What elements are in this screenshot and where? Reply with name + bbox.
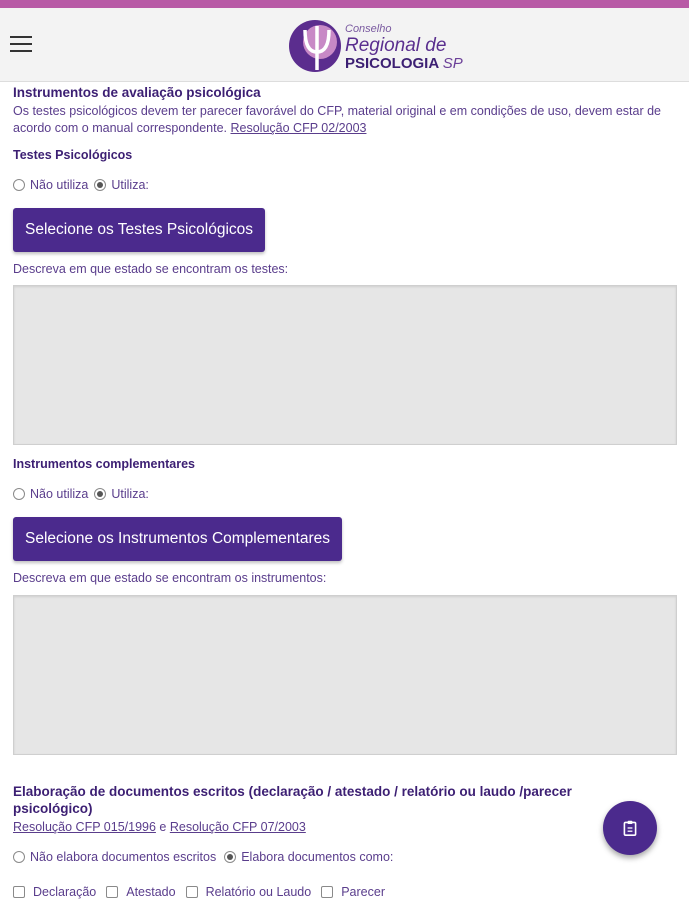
instruments-label: Instrumentos complementares [13,457,195,471]
instruments-radio-no[interactable] [13,488,25,500]
select-instruments-button[interactable]: Selecione os Instrumentos Complementares [13,517,342,561]
select-tests-button[interactable]: Selecione os Testes Psicológicos [13,208,265,252]
resolution-link[interactable]: Resolução CFP 02/2003 [230,121,367,135]
section-title: Instrumentos de avaliação psicológica [13,85,261,100]
documents-radio-group [13,850,393,864]
tests-radio-group [13,178,149,192]
checkbox-declaracao[interactable] [13,885,96,899]
documents-checkbox-group [13,885,395,899]
tests-radio-no-label: Não utiliza [30,178,89,192]
hamburger-menu-icon[interactable] [10,36,32,54]
clipboard-icon [622,820,638,836]
psi-logo-icon [287,18,343,74]
checkbox-relatorio[interactable] [186,885,312,899]
checkbox-relatorio-box[interactable] [186,886,198,898]
floating-action-button[interactable] [603,801,657,855]
crp-logo [287,14,467,78]
checkbox-atestado-box[interactable] [106,886,118,898]
instruments-radio-group [13,487,149,501]
instruments-textarea[interactable] [13,595,677,755]
checkbox-declaracao-label: Declaração [33,885,97,899]
documents-title: Elaboração de documentos escritos (declaração / atestado / relatório ou laudo /parecer psicológico) [13,784,572,816]
documents-radio-yes[interactable] [224,851,236,863]
app-header [0,8,689,82]
tests-radio-no[interactable] [13,179,25,191]
top-accent-bar [0,0,689,8]
checkbox-declaracao-box[interactable] [13,886,25,898]
section-description: Os testes psicológicos devem ter parecer favorável do CFP, material original e em condições de uso, devem estar de acordo com o manual correspondente. Resolução CFP 02/2003 [13,104,662,135]
tests-textarea-label: Descreva em que estado se encontram os testes: [13,262,289,276]
logo-line-1: Conselho [345,23,392,35]
instruments-radio-yes[interactable] [94,488,106,500]
tests-label: Testes Psicológicos [13,148,133,162]
checkbox-atestado-label: Atestado [126,885,176,899]
documents-links [13,819,306,836]
checkbox-parecer[interactable] [321,885,385,899]
tests-radio-yes[interactable] [94,179,106,191]
resolution-07-2003-link[interactable]: Resolução CFP 07/2003 [169,820,306,834]
logo-line-3: PSICOLOGIA SP [345,55,463,72]
logo-line-2: Regional de [345,35,447,56]
resolution-015-1996-link[interactable]: Resolução CFP 015/1996 [13,820,156,834]
checkbox-atestado[interactable] [106,885,175,899]
tests-radio-yes-label: Utiliza: [111,178,149,192]
instruments-textarea-label: Descreva em que estado se encontram os instrumentos: [13,571,327,585]
tests-textarea[interactable] [13,285,677,445]
links-conjunction: e [159,820,167,834]
instruments-radio-no-label: Não utiliza [30,487,89,501]
checkbox-relatorio-label: Relatório ou Laudo [205,885,312,899]
instruments-radio-yes-label: Utiliza: [111,487,149,501]
checkbox-parecer-box[interactable] [321,886,333,898]
checkbox-parecer-label: Parecer [341,885,385,899]
documents-radio-no[interactable] [13,851,25,863]
documents-radio-no-label: Não elabora documentos escritos [30,850,217,864]
documents-radio-yes-label: Elabora documentos como: [241,850,394,864]
